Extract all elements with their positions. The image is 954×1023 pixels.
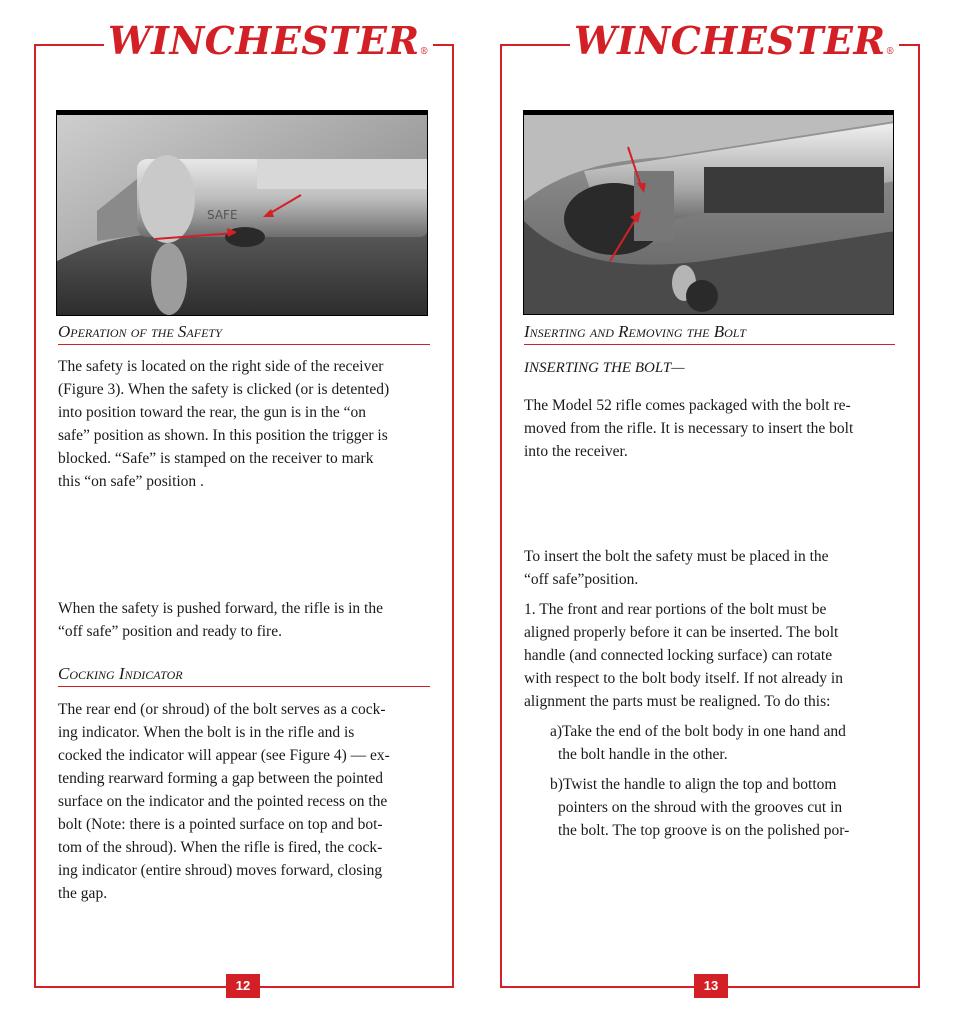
text-line: the gap. — [58, 885, 108, 902]
text-line: tom of the shroud). When the rifle is fired, the cock- — [58, 839, 383, 856]
text-line: surface on the indicator and the pointed recess on the — [58, 793, 388, 810]
text-line: ing indicator. When the bolt is in the rifle and is — [58, 724, 355, 741]
text-line: (Figure 3). When the safety is clicked (or is detented) — [58, 381, 390, 398]
text-line: The Model 52 rifle comes packaged with the bolt re- — [524, 397, 851, 414]
text-line: The safety is located on the right side of the receiver — [58, 358, 384, 375]
cocking-paragraph — [58, 698, 438, 905]
text-line: To insert the bolt the safety must be placed in the — [524, 548, 829, 565]
text-line: this “on safe” position . — [58, 473, 204, 490]
right-brand-logo — [570, 18, 899, 75]
bolt-photo-illustration — [524, 111, 894, 315]
safety-paragraph-1 — [58, 355, 438, 493]
text-line: pointers on the shroud with the grooves cut in — [558, 799, 843, 816]
subheading-inserting-bolt: INSERTING THE BOLT— — [524, 360, 685, 376]
left-brand-mark: ® — [419, 47, 430, 57]
figure-3-safety-photo — [56, 110, 428, 316]
text-line: ing indicator (entire shroud) moves forward, closing — [58, 862, 383, 879]
heading-inserting-removing-bolt: Inserting and Removing the Bolt — [524, 322, 895, 345]
text-line: The rear end (or shroud) of the bolt serves as a cock- — [58, 701, 386, 718]
step-a-paragraph — [550, 720, 910, 766]
text-line: alignment the parts must be realigned. To do this: — [524, 693, 831, 710]
text-line: When the safety is pushed forward, the rifle is in the — [58, 600, 383, 617]
text-line: “off safe”position. — [524, 571, 639, 588]
text-line: cocked the indicator will appear (see Figure 4) — ex- — [58, 747, 390, 764]
text-line: aligned properly before it can be inserted. The bolt — [524, 624, 839, 641]
text-line: the bolt. The top groove is on the polished por- — [558, 822, 850, 839]
text-line: the bolt handle in the other. — [558, 746, 728, 763]
page-number-13: 13 — [694, 974, 728, 998]
text-line: moved from the rifle. It is necessary to insert the bolt — [524, 420, 854, 437]
safe-stamp-text: SAFE — [207, 208, 238, 222]
heading-cocking-indicator: Cocking Indicator — [58, 664, 430, 687]
text-line: with respect to the bolt body itself. If not already in — [524, 670, 843, 687]
photo-top-border — [57, 111, 427, 115]
bolt-paragraph-3 — [524, 598, 904, 713]
text-line: 1. The front and rear portions of the bolt must be — [524, 601, 827, 618]
text-line: blocked. “Safe” is stamped on the receiver to mark — [58, 450, 374, 467]
safety-photo-illustration — [57, 111, 428, 316]
photo-top-border — [524, 111, 893, 115]
bolt-paragraph-1 — [524, 394, 904, 463]
text-line: into the receiver. — [524, 443, 628, 460]
text-line: b)Twist the handle to align the top and bottom — [550, 776, 837, 793]
bolt-paragraph-2 — [524, 545, 904, 591]
text-line: handle (and connected locking surface) can rotate — [524, 647, 833, 664]
text-line: tending rearward forming a gap between the pointed — [58, 770, 383, 787]
figure-4-bolt-photo — [523, 110, 894, 315]
page-number-12: 12 — [226, 974, 260, 998]
text-line: into position toward the rear, the gun is in the “on — [58, 404, 367, 421]
text-line: “off safe” position and ready to fire. — [58, 623, 282, 640]
text-line: bolt (Note: there is a pointed surface on top and bot- — [58, 816, 383, 833]
step-b-paragraph — [550, 773, 910, 842]
safety-paragraph-2 — [58, 597, 438, 643]
text-line: safe” position as shown. In this position the trigger is — [58, 427, 388, 444]
left-brand-text: WINCHESTER — [108, 18, 420, 63]
right-brand-text: WINCHESTER — [574, 18, 886, 63]
right-brand-mark: ® — [885, 47, 896, 57]
text-line: a)Take the end of the bolt body in one hand and — [550, 723, 846, 740]
heading-operation-safety: Operation of the Safety — [58, 322, 430, 345]
left-brand-logo — [104, 18, 433, 75]
